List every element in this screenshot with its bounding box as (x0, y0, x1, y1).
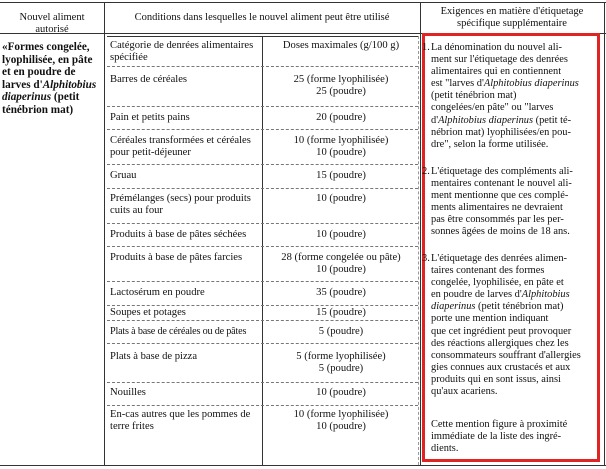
text-line: dre", selon la forme utilisée. (431, 138, 549, 150)
row-divider (107, 320, 418, 321)
row-divider (107, 66, 418, 67)
row-divider (107, 106, 418, 107)
text-line: ment mentionne que ces complé- (431, 190, 569, 202)
text-line: d' (431, 114, 439, 126)
food-name-italic: diaperinus (2, 91, 52, 104)
text-line: L'étiquetage des compléments ali- (431, 166, 573, 177)
dose-cell: 15 (poudre) (316, 307, 366, 318)
row-divider (107, 164, 418, 165)
col-divider-1 (104, 2, 105, 465)
labelling-note (431, 419, 597, 455)
inner-top-border (107, 36, 418, 37)
text-line: congelée, lyophilisée, en pâte et (431, 277, 564, 289)
row-divider (107, 382, 418, 383)
text-line: nébrion mat) lyophilisées/en pou- (431, 126, 571, 138)
dose-cell: 10 (forme lyophilisée) 10 (poudre) (293, 135, 389, 159)
text-line: produits qui en sont issus, ainsi (431, 373, 561, 385)
text-line: est "larves d' (431, 78, 484, 90)
category-cell: Céréales transformées et céréales pour petit-déjeuner (110, 135, 251, 159)
header-labelling: Exigences en matière d'étiquetage spécifique supplémentaire (440, 6, 584, 29)
inner-right-border (418, 36, 419, 465)
dose-cell: 5 (poudre) (318, 326, 364, 337)
category-cell: Gruau (110, 170, 137, 181)
text-line: La dénomination du nouvel ali- (431, 42, 563, 53)
food-name-line: Formes congelée, (7, 41, 90, 53)
food-name-line: larves d' (2, 78, 43, 91)
text-line: porte une mention indiquant (431, 313, 549, 325)
text-line: L'étiquetage des denrées alimen- (431, 253, 568, 264)
food-name-line: (petit (53, 91, 80, 104)
labelling-item-1 (422, 42, 597, 151)
text-line: (petit ténébrion mat) (431, 90, 517, 102)
food-name-line: et en poudre de (2, 66, 76, 79)
dose-cell: 15 (poudre) (316, 170, 366, 181)
text-line: gies connues aux crustacés et aux (431, 361, 571, 373)
italic-text: Alphitobius diaperinus (483, 78, 579, 90)
food-name-line: lyophilisée, en pâte (2, 53, 93, 66)
text-line: que cet ingrédient peut provoquer (431, 325, 572, 337)
category-cell: Soupes et potages (110, 307, 186, 318)
text-line: dients. (431, 443, 459, 455)
row-divider (107, 343, 418, 344)
text-line: ment sur l'étiquetage des denrées (431, 54, 568, 66)
inner-col-divider (262, 36, 263, 465)
text-line: taires contenant des formes (431, 265, 545, 277)
category-cell: Prémélanges (secs) pour produits cuits au four (110, 193, 251, 217)
dose-cell: 28 (forme congelée ou pâte) 10 (poudre) (281, 252, 401, 276)
header-food: Nouvel aliment autorisé (19, 12, 85, 35)
row-divider (107, 281, 418, 282)
category-cell: Plats à base de céréales ou de pâtes (110, 326, 247, 337)
food-name-line: ténébrion mat) (2, 103, 74, 116)
category-header: Catégorie de denrées alimentaires spécifiée (110, 40, 254, 64)
italic-text: Alphitobius diaperinus (438, 114, 534, 126)
food-name (2, 41, 104, 117)
dose-cell: 25 (forme lyophilisée) 25 (poudre) (293, 74, 389, 98)
dose-cell: 20 (poudre) (316, 112, 366, 123)
row-divider (107, 188, 418, 189)
header-conditions: Conditions dans lesquelles le nouvel aliment peut être utilisé (134, 12, 390, 23)
food-name-italic: Alphitobius (42, 78, 97, 91)
category-cell: Pain et petits pains (110, 112, 190, 123)
text-line: congelées/en pâte" ou "larves (431, 102, 554, 114)
text-line: sonnes âgées de moins de 18 ans. (431, 226, 570, 238)
text-line: (petit ténébrion mat) (475, 301, 564, 313)
labelling-item-3 (422, 253, 597, 398)
row-divider (107, 223, 418, 224)
item-number: 2. (422, 166, 430, 177)
category-cell: Produits à base de pâtes farcies (110, 252, 243, 263)
col-divider-2 (420, 2, 421, 465)
category-cell: Nouilles (110, 387, 146, 398)
text-line: ments alimentaires ne devraient (431, 202, 563, 214)
text-line: des réactions allergiques chez les (431, 337, 569, 349)
text-line: Cette mention figure à proximité (431, 419, 568, 430)
dose-header: Doses maximales (g/100 g) (282, 40, 400, 51)
dose-cell: 5 (forme lyophilisée) 5 (poudre) (296, 351, 386, 375)
dose-cell: 35 (poudre) (316, 287, 366, 298)
dose-cell: 10 (poudre) (316, 193, 366, 204)
category-cell: Plats à base de pizza (110, 351, 198, 362)
labelling-item-2 (422, 166, 597, 239)
text-line: pas être consommés par les per- (431, 214, 564, 226)
text-line: immédiate de la liste des ingré- (431, 431, 562, 443)
dose-cell: 10 (forme lyophilisée) 10 (poudre) (293, 409, 389, 433)
category-cell: Produits à base de pâtes séchées (110, 229, 247, 240)
table-bottom-border (0, 465, 606, 466)
text-line: mentaires contenant le nouvel ali- (431, 178, 572, 190)
text-line: en poudre de larves d' (431, 289, 522, 301)
table-top-border (0, 2, 606, 3)
item-number: 3. (422, 253, 430, 264)
row-divider (107, 405, 418, 406)
text-line: consommateurs souffrant d'allergies (431, 349, 581, 361)
table-right-border (604, 2, 605, 465)
category-cell: En-cas autres que les pommes de terre frites (110, 409, 251, 433)
text-line: (petit té- (533, 114, 572, 126)
italic-text: Alphitobius (521, 289, 570, 301)
category-cell: Barres de céréales (110, 74, 188, 85)
row-divider (107, 129, 418, 130)
text-line: alimentaires qui en contiennent (431, 66, 562, 78)
item-number: 1. (422, 42, 430, 53)
category-cell: Lactosérum en poudre (110, 287, 205, 298)
dose-cell: 10 (poudre) (316, 387, 366, 398)
row-divider (107, 246, 418, 247)
dose-cell: 10 (poudre) (316, 229, 366, 240)
text-line: qu'aux acariens. (431, 386, 498, 398)
italic-text: diaperinus (431, 301, 476, 313)
open-quote: « (2, 41, 8, 53)
row-divider (107, 305, 418, 306)
